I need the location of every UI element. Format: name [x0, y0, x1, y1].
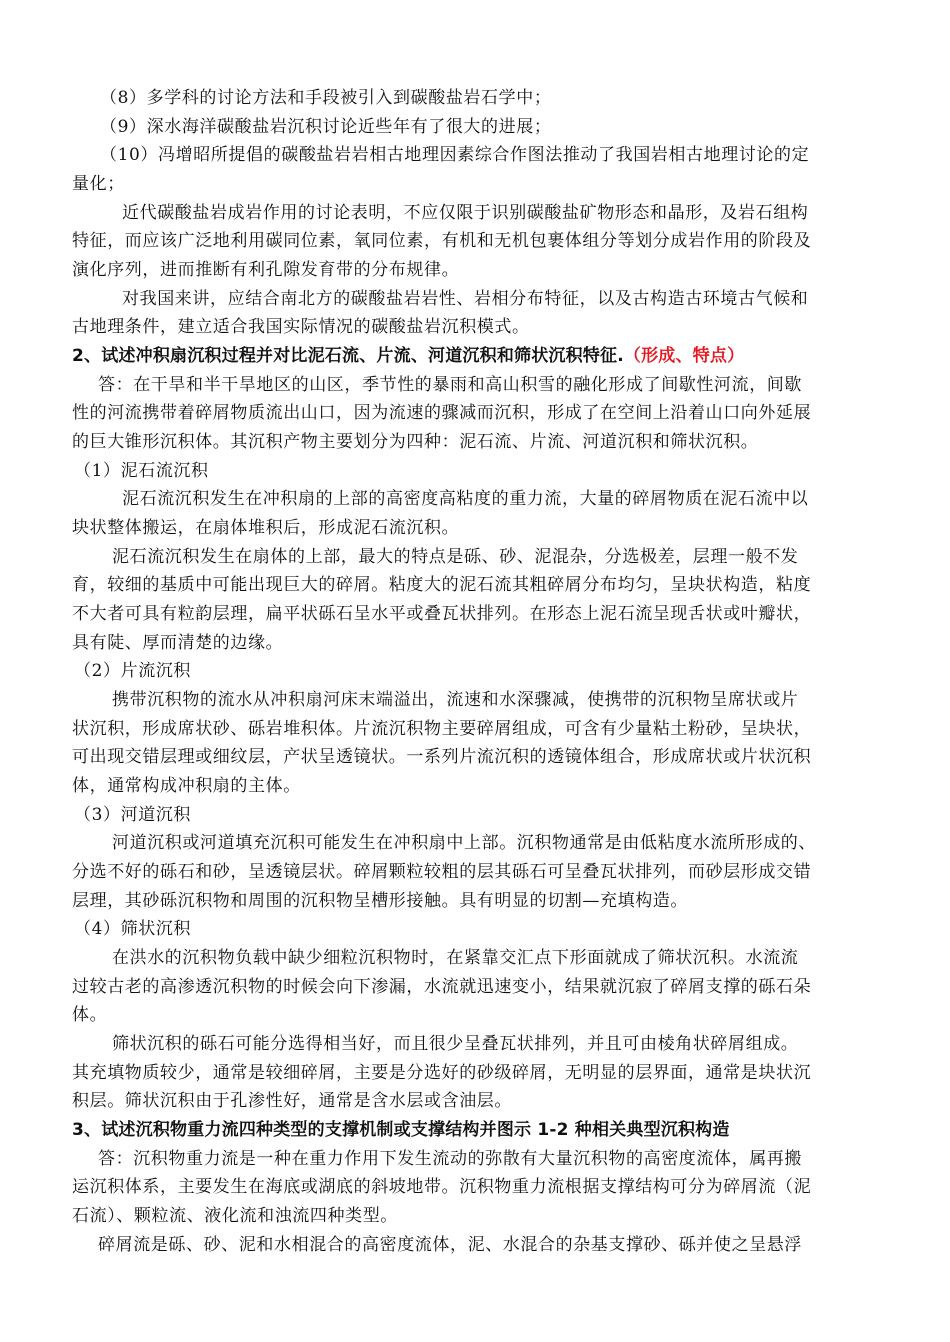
paragraph-line: 近代碳酸盐岩成岩作用的讨论表明，不应仅限于识别碳酸盐矿物形态和晶形，及岩石组构: [122, 203, 809, 223]
list-item-9: （9）深水海洋碳酸盐岩沉积讨论近些年有了很大的进展；: [100, 117, 552, 137]
paragraph-line: 演化序列，进而推断有利孔隙发育带的分布规律。: [72, 260, 460, 280]
paragraph-line: 具有陡、厚而清楚的边缘。: [72, 633, 284, 653]
answer-line: 答：沉积物重力流是一种在重力作用下发生流动的弥散有大量沉积物的高密度流体，属再搬: [98, 1149, 802, 1169]
paragraph-line: 特征，而应该广泛地利用碳同位素，氧同位素，有机和无机包裹体组分等划分成岩作用的阶段及: [72, 231, 812, 251]
paragraph-line: 积层。筛状沉积由于孔渗性好，通常是含水层或含油层。: [72, 1091, 512, 1111]
subheading-1: （1）泥石流沉积: [74, 461, 209, 481]
answer-line: 运沉积体系，主要发生在海底或湖底的斜坡地带。沉积物重力流根据支撑结构可分为碎屑流（泥: [72, 1177, 812, 1197]
paragraph-line: 状沉积，形成席状砂、砾岩堆积体。片流沉积物主要碎屑组成，可含有少量粘土粉砂，呈块状，: [72, 719, 812, 739]
answer-line: 碎屑流是砾、砂、泥和水相混合的高密度流体，泥、水混合的杂基支撑砂、砾并使之呈悬浮: [98, 1235, 802, 1255]
paragraph-line: 其充填物质较少，通常是较细碎屑，主要是分选好的砂级碎屑，无明显的层界面，通常是块状沉: [72, 1063, 812, 1083]
paragraph-line: 育，较细的基质中可能出现巨大的碎屑。粘度大的泥石流其粗碎屑分布均匀，呈块状构造，粘度: [72, 575, 812, 595]
answer-line: 性的河流携带着碎屑物质流出山口，因为流速的骤减而沉积，形成了在空间上沿着山口向外延展: [72, 403, 812, 423]
list-item-8: （8）多学科的讨论方法和手段被引入到碳酸盐岩石学中；: [100, 88, 552, 108]
paragraph-line: 河道沉积或河道填充沉积可能发生在冲积扇中上部。沉积物通常是由低粘度水流所形成的、: [112, 833, 816, 853]
question-2-title: 2、试述冲积扇沉积过程并对比泥石流、片流、河道沉积和筛状沉积特征.: [72, 346, 624, 366]
paragraph-line: 携带沉积物的流水从冲积扇河床末端溢出，流速和水深骤减，使携带的沉积物呈席状或片: [112, 690, 799, 710]
paragraph-line: 对我国来讲，应结合南北方的碳酸盐岩岩性、岩相分布特征，以及古构造古环境古气候和: [122, 289, 809, 309]
paragraph-line: 块状整体搬运，在扇体堆积后，形成泥石流沉积。: [72, 518, 460, 538]
paragraph-line: 泥石流沉积发生在扇体的上部，最大的特点是砾、砂、泥混杂，分选极差，层理一般不发: [112, 547, 799, 567]
paragraph-line: 筛状沉积的砾石可能分选得相当好，而且很少呈叠瓦状排列，并且可由棱角状碎屑组成。: [112, 1034, 799, 1054]
subheading-2: （2）片流沉积: [74, 661, 192, 681]
paragraph-line: 可出现交错层理或细纹层，产状呈透镜状。一系列片流沉积的透镜体组合，形成席状或片状沉积: [72, 747, 812, 767]
paragraph-line: 层理，其砂砾沉积物和周围的沉积物呈槽形接触。具有明显的切割—充填构造。: [72, 891, 688, 911]
paragraph-line: 不大者可具有粒韵层理，扁平状砾石呈水平或叠瓦状排列。在形态上泥石流呈现舌状或叶瓣状，: [72, 604, 812, 624]
answer-line: 石流）、颗粒流、液化流和浊流四种类型。: [72, 1206, 398, 1226]
paragraph-line: 分选不好的砾石和砂，呈透镜层状。碎屑颗粒较粗的层其砾石可呈叠瓦状排列，而砂层形成交错: [72, 862, 812, 882]
answer-line: 答：在干旱和半干旱地区的山区，季节性的暴雨和高山积雪的融化形成了间歇性河流，间歇: [98, 375, 802, 395]
subheading-3: （3）河道沉积: [74, 805, 192, 825]
paragraph-line: 体。: [72, 1005, 108, 1025]
question-2-heading: [72, 344, 744, 368]
paragraph-line: 过较古老的高渗透沉积物的时候会向下渗漏，水流就迅速变小，结果就沉寂了碎屑支撑的砾石朵: [72, 977, 812, 997]
paragraph-line: 量化；: [72, 174, 125, 194]
question-3-heading: 3、试述沉积物重力流四种类型的支撑机制或支撑结构并图示 1-2 种相关典型沉积构造: [72, 1120, 730, 1140]
answer-line: 的巨大锥形沉积体。其沉积产物主要划分为四种：泥石流、片流、河道沉积和筛状沉积。: [72, 432, 759, 452]
paragraph-line: 在洪水的沉积物负载中缺少细粒沉积物时，在紧靠交汇点下形面就成了筛状沉积。水流流: [112, 948, 799, 968]
list-item-10: （10）冯增昭所提倡的碳酸盐岩岩相古地理因素综合作图法推动了我国岩相古地理讨论的定: [100, 145, 810, 165]
question-2-note: （形成、特点）: [623, 346, 745, 366]
paragraph-line: 古地理条件，建立适合我国实际情况的碳酸盐岩沉积模式。: [72, 317, 530, 337]
paragraph-line: 体，通常构成冲积扇的主体。: [72, 776, 301, 796]
subheading-4: （4）筛状沉积: [74, 919, 192, 939]
paragraph-line: 泥石流沉积发生在冲积扇的上部的高密度高粘度的重力流，大量的碎屑物质在泥石流中以: [122, 489, 809, 509]
